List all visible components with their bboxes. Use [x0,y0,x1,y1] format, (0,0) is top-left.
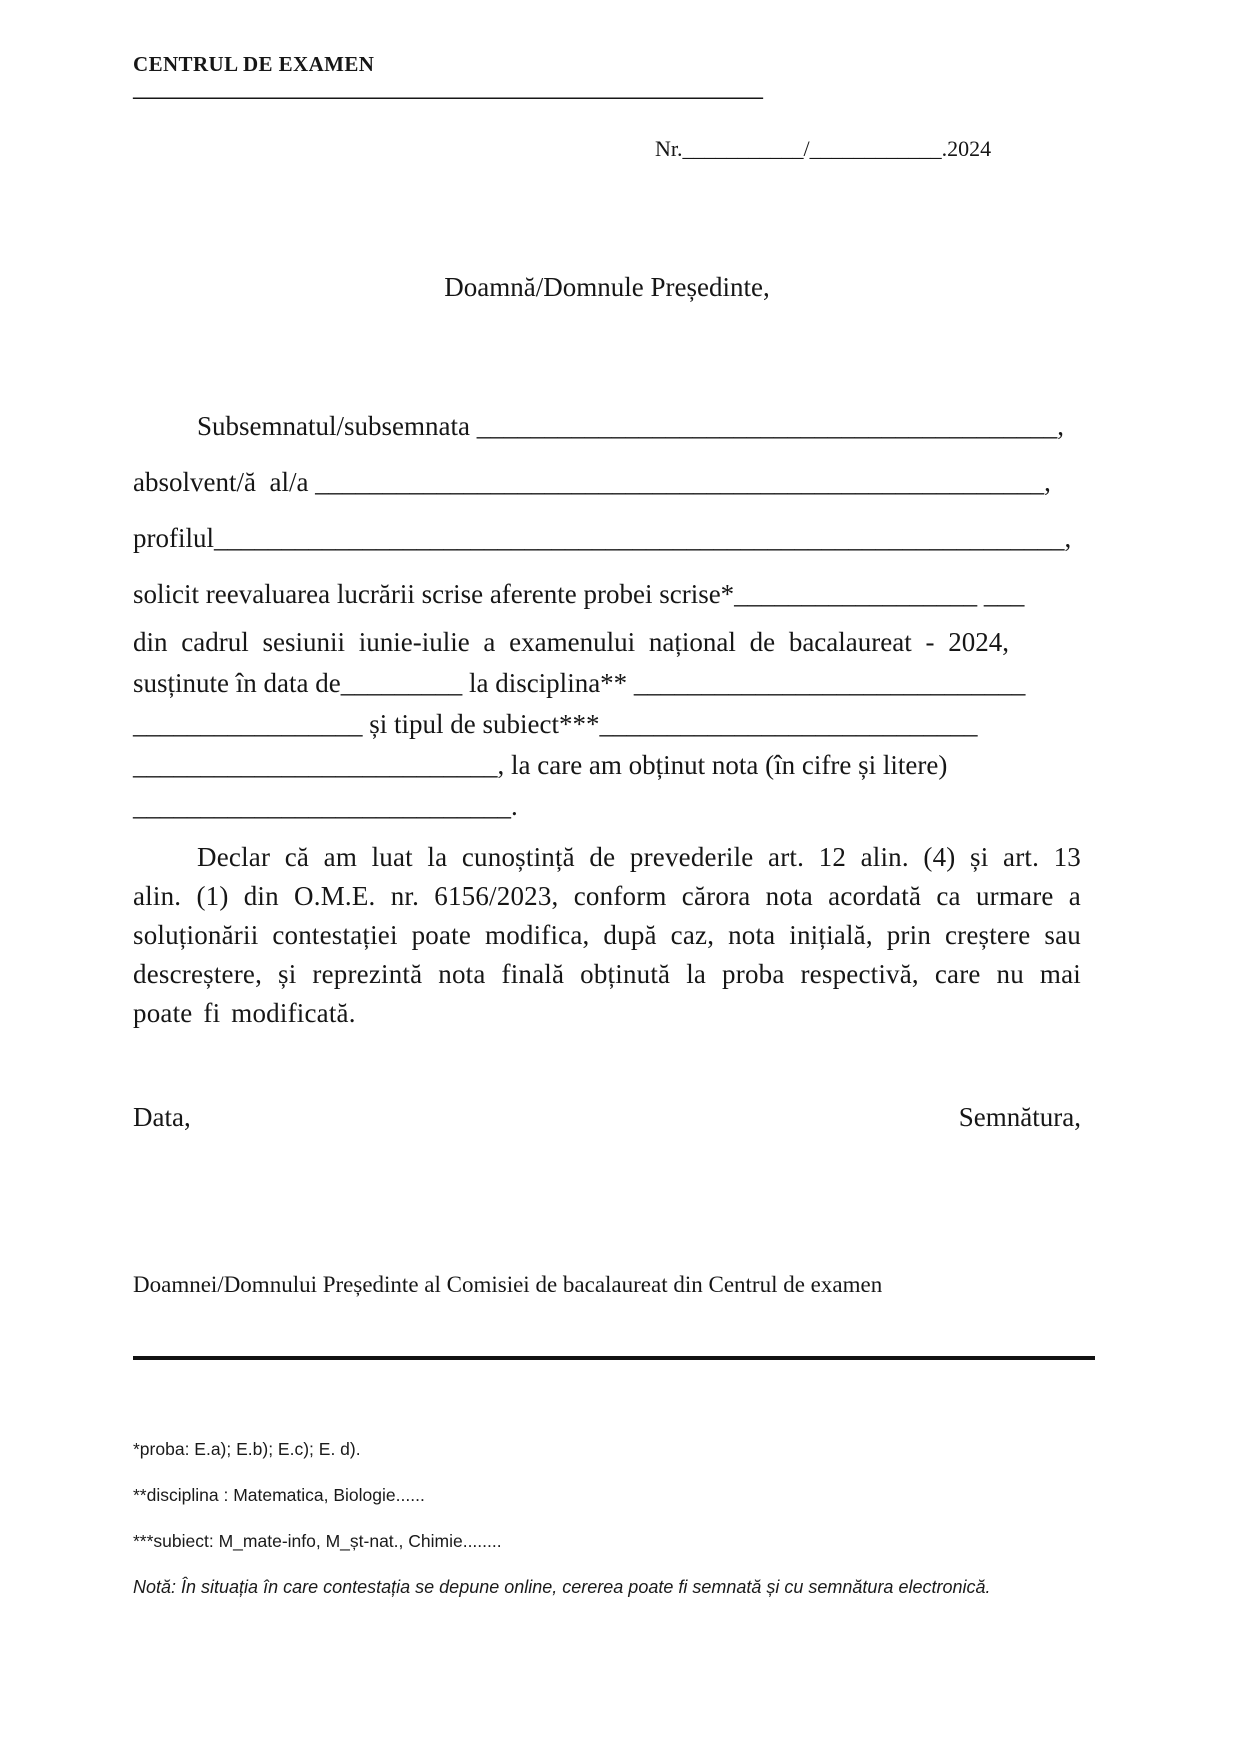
footnote-disciplina: **disciplina : Matematica, Biologie...... [133,1485,425,1505]
footnote-divider-rule [133,1356,1095,1360]
registration-number-line: Nr.___________/____________.2024 [655,136,992,161]
form-line-nota-blank: ____________________________. [133,791,518,821]
form-line-solicit: solicit reevaluarea lucrării scrise aferente probei scrise*__________________ ___ [133,579,1025,609]
footnote-subiect: ***subiect: M_mate-info, M_șt-nat., Chimie........ [133,1531,502,1551]
form-line-absolvent: absolvent/ă al/a ______________________________________________________, [133,467,1051,497]
form-line-subsemnatul: Subsemnatul/subsemnata ___________________________________________, [197,411,1064,441]
form-line-profilul: profilul_______________________________________________________________, [133,523,1072,553]
footnote-nota-electronica: Notă: În situația în care contestația se depune online, cererea poate fi semnată și cu semnătura electronică. [133,1577,991,1597]
date-label: Data, [133,1102,191,1132]
footnote-proba: *proba: E.a); E.b); E.c); E. d). [133,1439,361,1459]
exam-center-blank-line: ____________________________________________________________ [133,77,763,101]
exam-center-label: CENTRUL DE EXAMEN [133,52,375,76]
declaration-paragraph: Declar că am luat la cunoștință de prevederile art. 12 alin. (4) și art. 13 alin. (1) din O.M.E. nr. 6156/2023, conform cărora nota acordată ca urmare a soluționării contestației poate modifica, după caz, nota inițială, prin creștere sau descreștere, și reprezintă nota finală obținută la proba respectivă, care nu mai poate fi modificată. [133,842,1081,1028]
form-line-nota-obtinuta: ___________________________, la care am obținut nota (în cifre și litere) [133,750,948,780]
signoff-row [133,1102,1081,1133]
form-line-sesiune: din cadrul sesiunii iunie-iulie a examenului național de bacalaureat - 2024, [133,627,1009,657]
form-line-data-disciplina: susținute în data de_________ la disciplina** _____________________________ [133,668,1026,698]
signature-label: Semnătura, [958,1102,1081,1132]
footnotes-block [133,1438,1143,1622]
addressee-line: Doamnei/Domnului Președinte al Comisiei de bacalaureat din Centrul de examen [133,1272,883,1297]
salutation-title: Doamnă/Domnule Președinte, [444,272,770,302]
request-body [133,398,1085,827]
form-line-tip-subiect: _________________ și tipul de subiect***____________________________ [133,709,978,739]
